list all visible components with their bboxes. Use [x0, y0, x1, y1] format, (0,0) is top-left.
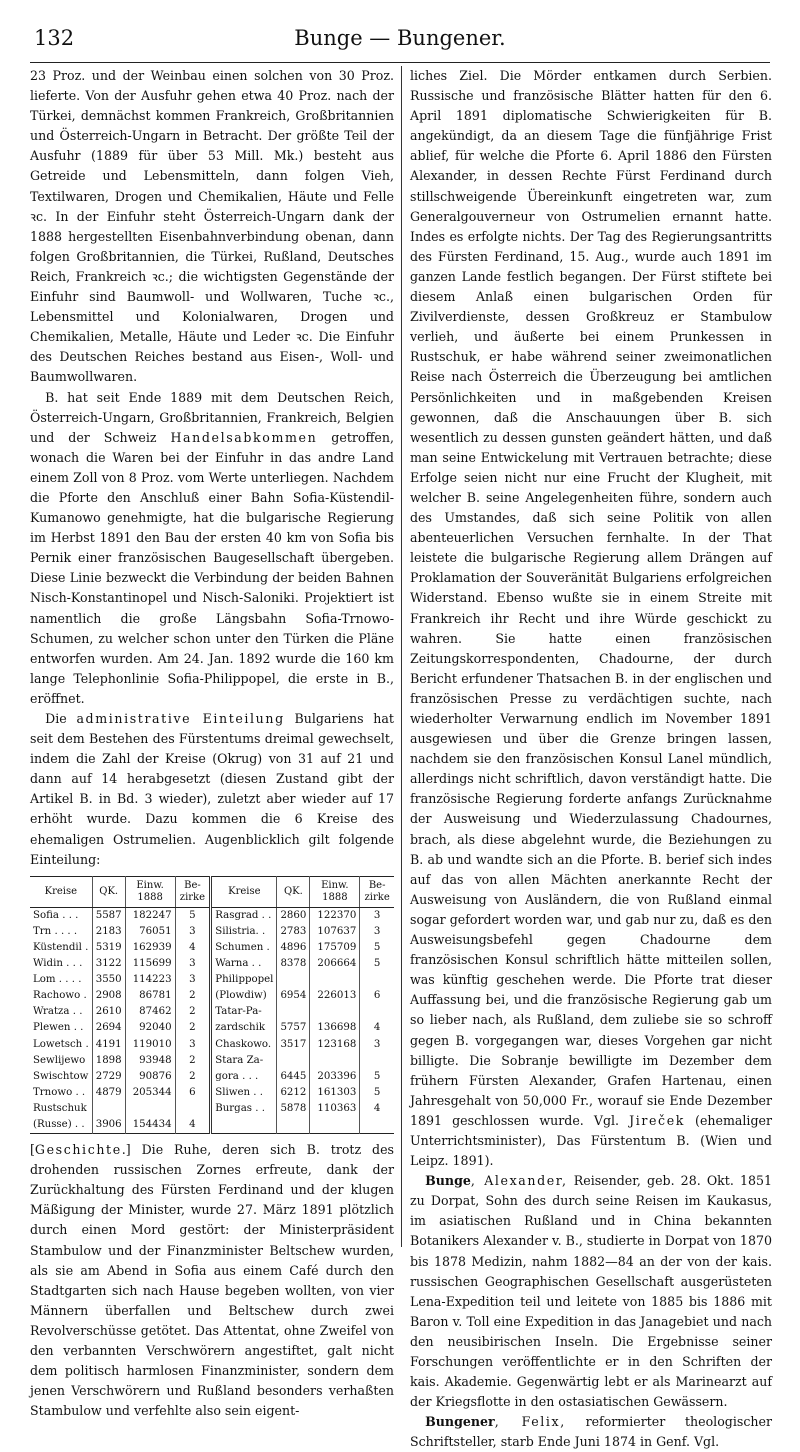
term-handelsabkommen: Handelsabkommen: [170, 429, 318, 445]
entry-bunge: Bunge, Alexander, Reisender, geb. 28. Okt. 1851 zu Dorpat, Sohn des durch seine Reisen im Kaukasus, im asiatischen Rußland und in China bekannten Botanikers Alexander v. B., studierte in Dorpat von 1870 bis 1878 Medizin, nahm 1882—84 an der von der kais. russischen Geographischen Gesellschaft ausgerüsteten Lena-Expedition teil und leitete von 1885 bis 1886 mit Baron v. Toll eine Expedition in das Janagebiet und nach den neusibirischen Inseln. Die Ergebnisse seiner Forschungen veröffentlichte er in den Schriften der kais. Akademie. Gegenwärtig lebt er als Marinearzt auf der Kriegsflotte in den ostasiatischen Gewässern.: [410, 1173, 772, 1410]
table-cell: (Russe) . .: [33, 1118, 85, 1130]
table-cell: 2: [175, 1053, 211, 1069]
table-cell: 5: [175, 907, 211, 924]
table-cell: Burgas . .: [211, 1101, 277, 1117]
paragraph-history-cont: liches Ziel. Die Mörder entkamen durch Serbien. Russische und französische Blätter hatten für den 6. April 1891 diplomatische Schwierigkeiten für B. angekündigt, da an diesem Tage die fünfjährige Frist ablief, für welche die Pforte 6. April 1886 den Fürsten Alexander, in dessen Rechte Fürst Ferdinand durch stillschweigende Übereinkunft eingetreten war, zum Generalgouverneur von Ostrumelien ernannt hatte. Indes es erfolgte nichts. Der Tag des Regierungsantritts des Fürsten Ferdinand, 15. Aug., wurde auch 1891 im ganzen Lande festlich begangen. Der Fürst stiftete bei diesem Anlaß einen bulgarischen Orden für Zivilverdienste, dessen Großkreuz er Stambulow verlieh, und äußerte bei einem Prunkessen in Rustschuk, er habe während seiner zweimonatlichen Reise nach Österreich die Überzeugung bei amtlichen Persönlichkeiten und in maßgebenden Kreisen gewonnen, daß die Anschauungen über B. sich wesentlich zu dessen gunsten geändert hätten, und daß man seine Entwickelung mit Vertrauen betrachte; diese Erfolge seien nicht nur eine Frucht der Klugheit, mit welcher B. seine Angelegenheiten führe, sondern auch des Umstandes, daß sich seine Politik von allen abenteuerlichen Versuchen fernhalte. In der That leistete die bulgarische Regierung allem Drängen auf Proklamation der Souveränität Bulgariens erfolgreichen Widerstand. Ebenso wußte sie in einem Streite mit Frankreich ihr Recht und ihre Würde geschickt zu wahren. Sie hatte einen französischen Zeitungskorrespondenten, Chadourne, der durch Bericht erfundener Thatsachen B. in der englischen und französischen Presse zu verdächtigen suchte, nach wiederholter Verwarnung endlich im November 1891 ausgewiesen und über die Grenze bringen lassen, nachdem sie den französischen Konsul Lanel mündlich, allerdings nicht schriftlich, davon verständigt hatte. Die französische Regierung forderte anfangs Zurücknahme der Ausweisung und Wiederzulassung Chadournes, brach, als diese abgelehnt wurde, die Beziehungen zu B. ab und wandte sich an die Pforte. B. berief sich indes auf das von allen Mächten anerkannte Recht der Ausweisung von Ausländern, die von Rußland einmal sogar gefordert worden war, und gab nur zu, daß es den Ausweisungsbefehl gegen Chadourne dem französischen Konsul schriftlich hätte mitteilen sollen, was künftig geschehen werde. Die Pforte trat dieser Auffassung bei, und die französische Regierung gab um so lieber nach, als Rußland, dem zuliebe sie so schroff gegen B. vorgegangen war, dieses Vorgehen gar nicht billigte. Die Sobranje bewilligte im Dezember dem frühern Fürsten Alexander, Grafen Hartenau, einen Jahresgehalt von 50,000 Fr., worauf sie Ende Dezember 1891 geschlossen wurde. Vgl. Jireček (ehemaliger Unterrichtsminister), Das Fürstentum B. (Wien und Leipz. 1891).: [410, 68, 772, 1169]
table-cell: 8378: [277, 956, 310, 972]
table-cell: 4: [175, 940, 211, 956]
table-cell: Wratza . .: [33, 1006, 83, 1018]
table-cell: Warna . .: [211, 956, 277, 972]
table-cell: 123168: [310, 1037, 360, 1053]
table-cell: Schumen .: [211, 940, 277, 956]
table-cell: 6445: [277, 1069, 310, 1085]
table-cell: Tatar-Pa-: [211, 1004, 277, 1020]
table-cell: 205344: [125, 1085, 175, 1101]
right-column: [410, 66, 772, 1452]
header-rule: [30, 62, 770, 63]
table-cell: 2: [175, 1020, 211, 1036]
table-cell: 114223: [125, 972, 175, 988]
table-cell: Philippopel: [211, 972, 277, 988]
table-row: [30, 1020, 394, 1036]
table-cell: 2908: [92, 988, 125, 1004]
table-row: [30, 956, 394, 972]
table-cell: 5878: [277, 1101, 310, 1117]
table-row: [30, 907, 394, 924]
table-cell: 3: [360, 924, 394, 940]
table-header-cell: Kreise: [30, 876, 92, 907]
table-cell: 6212: [277, 1085, 310, 1101]
table-cell: [125, 1101, 175, 1117]
table-cell: 206664: [310, 956, 360, 972]
table-cell: [310, 972, 360, 988]
table-cell: 93948: [125, 1053, 175, 1069]
table-cell: 119010: [125, 1037, 175, 1053]
table-cell: 122370: [310, 907, 360, 924]
table-header-cell: Be-zirke: [175, 876, 211, 907]
table-cell: 76051: [125, 924, 175, 940]
table-cell: 5: [360, 956, 394, 972]
table-cell: Swischtow: [33, 1070, 89, 1082]
entry-bungener: Bungener, Felix, reformierter theologischer Schriftsteller, starb Ende Juni 1874 in Genf. Vgl.: [410, 1414, 772, 1450]
table-cell: Küstendil .: [33, 941, 89, 953]
table-cell: 2: [175, 988, 211, 1004]
table-row: [30, 924, 394, 940]
table-cell: 5: [360, 1069, 394, 1085]
table-cell: 2729: [92, 1069, 125, 1085]
table-cell: 2610: [92, 1004, 125, 1020]
table-header-cell: Einw. 1888: [125, 876, 175, 907]
table-cell: 182247: [125, 907, 175, 924]
table-row: [30, 1117, 394, 1134]
column-divider: [401, 66, 402, 1247]
table-cell: 2694: [92, 1020, 125, 1036]
table-cell: 86781: [125, 988, 175, 1004]
table-cell: Sliwen . .: [211, 1085, 277, 1101]
table-cell: [360, 1053, 394, 1069]
table-cell: 3: [175, 956, 211, 972]
table-row: [30, 1053, 394, 1069]
table-cell: Silistria. .: [211, 924, 277, 940]
table-cell: 2783: [277, 924, 310, 940]
table-cell: gora . . .: [211, 1069, 277, 1085]
table-header-cell: QK.: [277, 876, 310, 907]
table-row: [30, 1101, 394, 1117]
table-cell: Lom . . . .: [33, 974, 82, 986]
table-cell: 4879: [92, 1085, 125, 1101]
table-cell: 92040: [125, 1020, 175, 1036]
table-cell: Rustschuk: [33, 1102, 87, 1114]
table-cell: 154434: [125, 1117, 175, 1134]
table-cell: 5319: [92, 940, 125, 956]
table-cell: [310, 1004, 360, 1020]
table-cell: [277, 1004, 310, 1020]
table-cell: 3: [360, 907, 394, 924]
table-cell: 226013: [310, 988, 360, 1004]
table-cell: [360, 972, 394, 988]
table-cell: 3906: [92, 1117, 125, 1134]
table-row: [30, 1085, 394, 1101]
kreise-table-wrap: [30, 876, 394, 1134]
paragraph-trade: 23 Proz. und der Weinbau einen solchen von 30 Proz. lieferte. Von der Ausfuhr gehen etwa 40 Proz. nach der Türkei, demnächst kommen Frankreich, Großbritannien und Österreich-Ungarn in Betracht. Der größte Teil der Ausfuhr (1889 für über 53 Mill. Mk.) besteht aus Getreide und Lebensmitteln, dann folgen Vieh, Textilwaren, Drogen und Chemikalien, Häute und Felle ꝛc. In der Einfuhr steht Österreich-Ungarn dank der 1888 hergestellten Eisenbahnverbindung obenan, dann folgen Großbritannien, die Türkei, Rußland, Deutsches Reich, Frankreich ꝛc.; die wichtigsten Gegenstände der Einfuhr sind Baumwoll- und Wollwaren, Tuche ꝛc., Lebensmittel und Kolonialwaren, Drogen und Chemikalien, Metalle, Häute und Leder ꝛc. Die Einfuhr des Deutschen Reiches bestand aus Eisen-, Woll- und Baumwollwaren.: [30, 68, 394, 385]
paragraph-history: [Geschichte.] Die Ruhe, deren sich B. trotz des drohenden russischen Zornes erfreute, dank der Zurückhaltung des Fürsten Ferdinand und der klugen Mäßigung der Minister, wurde 27. März 1891 plötzlich durch einen Mord gestört: der Ministerpräsident Stambulow und der Finanzminister Beltschew wurden, als sie am Abend in Sofia aus einem Café durch den Stadtgarten sich nach Hause begeben wollten, von vier Männern überfallen und Beltschew durch zwei Revolverschüsse getötet. Das Attentat, ohne Zweifel von den verbannten Verschwörern angestiftet, galt nicht dem politisch harmlosen Finanzminister, sondern dem jenen Verschwörern und Rußland besonders verhaßten Stambulow und verfehlte also sein eigent-: [30, 1142, 394, 1419]
table-cell: 203396: [310, 1069, 360, 1085]
table-header-cell: Kreise: [211, 876, 277, 907]
table-cell: 110363: [310, 1101, 360, 1117]
table-cell: [277, 1053, 310, 1069]
table-row: [30, 988, 394, 1004]
table-cell: 3: [360, 1037, 394, 1053]
table-cell: Rasgrad . .: [211, 907, 277, 924]
table-cell: Sewlijewo: [33, 1054, 86, 1066]
table-cell: 5757: [277, 1020, 310, 1036]
table-cell: 3: [175, 1037, 211, 1053]
author-jirecek: Jireček: [629, 1112, 685, 1128]
table-cell: Widin . . .: [33, 958, 83, 970]
table-cell: 3: [175, 924, 211, 940]
table-cell: [211, 1117, 277, 1134]
table-cell: 4896: [277, 940, 310, 956]
table-cell: 4: [175, 1117, 211, 1134]
left-column: [30, 66, 394, 1421]
table-row: [30, 1069, 394, 1085]
table-cell: [175, 1101, 211, 1117]
table-cell: Stara Za-: [211, 1053, 277, 1069]
table-cell: 6954: [277, 988, 310, 1004]
table-cell: [360, 1117, 394, 1134]
headword-bunge: Bunge: [425, 1173, 471, 1189]
table-cell: 4: [360, 1101, 394, 1117]
page-number: 132: [34, 26, 75, 50]
table-cell: (Plowdiw): [211, 988, 277, 1004]
paragraph-administration: Die administrative Einteilung Bulgariens hat seit dem Bestehen des Fürstentums dreimal gewechselt, indem die Zahl der Kreise (Okrug) von 31 auf 21 und dann auf 14 herabgesetzt (diesen Zustand gibt der Artikel B. in Bd. 3 wieder), zuletzt aber wieder auf 17 erhöht wurde. Dazu kommen die 6 Kreise des ehemaligen Ostrumelien. Augenblicklich gilt folgende Einteilung:: [30, 711, 394, 867]
table-cell: 1898: [92, 1053, 125, 1069]
table-cell: 2860: [277, 907, 310, 924]
table-row: [30, 940, 394, 956]
table-cell: 90876: [125, 1069, 175, 1085]
kreise-table: [30, 876, 394, 1134]
table-cell: Trn . . . .: [33, 925, 78, 937]
table-header-cell: Be-zirke: [360, 876, 394, 907]
table-row: [30, 1004, 394, 1020]
table-cell: 2: [175, 1069, 211, 1085]
table-cell: 3: [175, 972, 211, 988]
table-cell: 3122: [92, 956, 125, 972]
table-cell: [277, 972, 310, 988]
table-cell: 3517: [277, 1037, 310, 1053]
table-cell: 136698: [310, 1020, 360, 1036]
table-cell: [310, 1117, 360, 1134]
table-cell: 5587: [92, 907, 125, 924]
table-cell: Rachowo .: [33, 990, 87, 1002]
table-header-cell: Einw. 1888: [310, 876, 360, 907]
table-cell: 162939: [125, 940, 175, 956]
table-cell: 4: [360, 1020, 394, 1036]
table-row: [30, 972, 394, 988]
table-cell: 5: [360, 940, 394, 956]
table-cell: Lowetsch .: [33, 1038, 89, 1050]
table-cell: Trnowo . .: [33, 1086, 86, 1098]
table-cell: Plewen . .: [33, 1022, 84, 1034]
table-header-row: [30, 876, 394, 907]
table-cell: 4191: [92, 1037, 125, 1053]
table-cell: 107637: [310, 924, 360, 940]
table-cell: 175709: [310, 940, 360, 956]
table-cell: zardschik: [211, 1020, 277, 1036]
paragraph-agreements: B. hat seit Ende 1889 mit dem Deutschen Reich, Österreich-Ungarn, Großbritannien, Frankreich, Belgien und der Schweiz Handelsabkommen getroffen, wonach die Waren bei der Einfuhr in das andre Land einem Zoll von 8 Proz. vom Werte unterliegen. Nachdem die Pforte den Anschluß einer Bahn Sofia-Küstendil-Kumanowo genehmigte, hat die bulgarische Regierung im Herbst 1891 den Bau der ersten 40 km von Sofia bis Pernik einer französischen Baugesellschaft übergeben. Diese Linie bezweckt die Verbindung der beiden Bahnen Nisch-Konstantinopel und Nisch-Saloniki. Projektiert ist namentlich die große Längsbahn Sofia-Trnowo-Schumen, zu welcher schon unter den Türken die Pläne entworfen wurden. Am 24. Jan. 1892 wurde die 160 km lange Telephonlinie Sofia-Philippopel, die erste in B., eröffnet.: [30, 389, 394, 706]
table-header-cell: QK.: [92, 876, 125, 907]
table-cell: [360, 1004, 394, 1020]
table-cell: [310, 1053, 360, 1069]
table-cell: 161303: [310, 1085, 360, 1101]
table-cell: 87462: [125, 1004, 175, 1020]
table-cell: [92, 1101, 125, 1117]
headword-bungener: Bungener: [425, 1414, 495, 1430]
running-title: Bunge — Bungener.: [294, 26, 506, 50]
term-administrative-einteilung: administrative Einteilung: [76, 711, 285, 726]
table-cell: Chaskowo.: [211, 1037, 277, 1053]
page-header: [34, 26, 766, 60]
table-cell: 6: [175, 1085, 211, 1101]
table-cell: [277, 1117, 310, 1134]
table-cell: 115699: [125, 956, 175, 972]
term-geschichte: Geschichte: [34, 1142, 122, 1158]
table-cell: Sofia . . .: [33, 909, 79, 921]
table-row: [30, 1037, 394, 1053]
table-cell: 2183: [92, 924, 125, 940]
table-body: [30, 907, 394, 1133]
table-cell: 6: [360, 988, 394, 1004]
table-cell: 5: [360, 1085, 394, 1101]
table-cell: 2: [175, 1004, 211, 1020]
table-cell: 3550: [92, 972, 125, 988]
